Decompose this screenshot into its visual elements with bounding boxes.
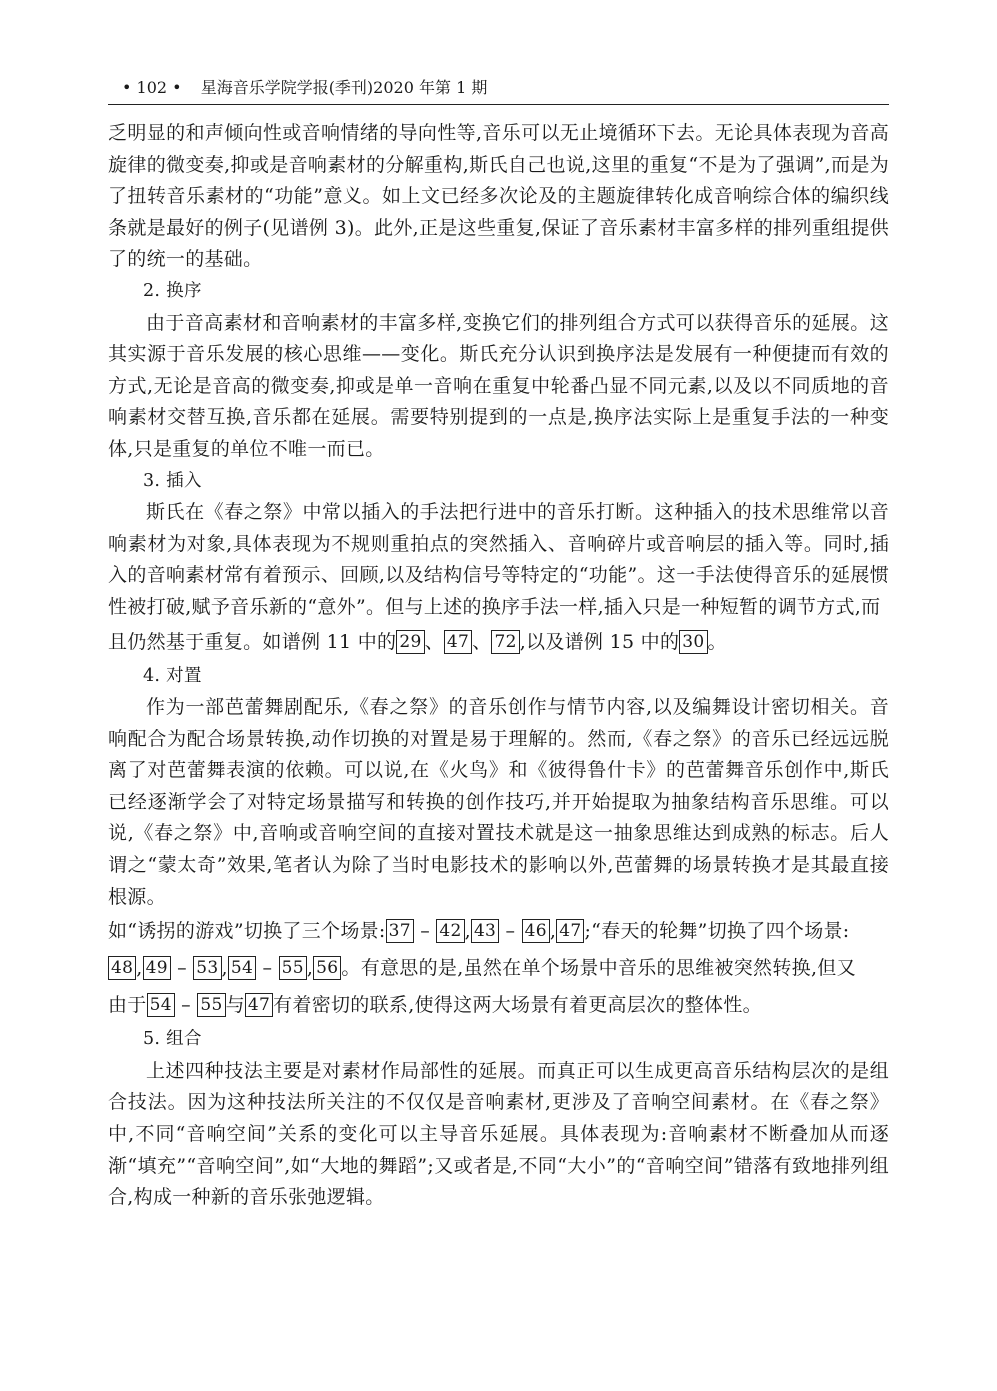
separator: , [221,957,228,980]
dash: – [499,920,522,943]
paragraph-combination: 上述四种技法主要是对素材作局部性的延展。而真正可以生成更高音乐结构层次的是组合技法。因为这种技法所关注的不仅仅是音响素材,更涉及了音响空间素材。在《春之祭》中,不同“音响空间”关系的变化可以主导音乐延展。具体表现为:音响素材不断叠加从而逐渐“填充”“音响空间”,如“大地的舞蹈”;又或者是,不同“大小”的“音响空间”错落有致地排列组合,构成一种新的音乐张弛逻辑。 [108,1059,889,1209]
rehearsal-number-box: 47 [245,993,273,1017]
rehearsal-number-box: 47 [556,919,584,943]
rehearsal-number-box: 48 [108,956,136,980]
rehearsal-number-box: 42 [436,919,464,943]
text-run: 。 [707,630,727,653]
section-heading-insertion: 3. 插入 [143,470,202,491]
separator: , [306,957,314,980]
rehearsal-number-box: 43 [471,919,499,943]
dash: – [174,994,198,1017]
text-run: 由于 [108,994,147,1017]
article-body [108,118,889,1214]
text-run: 。有意思的是,虽然在单个场景中音乐的思维被突然转换,但又 [341,957,856,980]
page-number: • 102 • [122,78,182,97]
section-heading-juxtaposition: 4. 对置 [143,665,202,686]
header-rule [108,104,889,105]
dash: – [413,920,437,943]
paragraph-permutation: 由于音高素材和音响素材的丰富多样,变换它们的排列组合方式可以获得音乐的延展。这其实源于音乐发展的核心思维——变化。斯氏充分认识到换序法是发展有一种便捷而有效的方式,无论是音高的微变奏,抑或是单一音响在重复中轮番凸显不同元素,以及以不同质地的音响素材交替互换,音乐都在延展。需要特别提到的一点是,换序法实际上是重复手法的一种变体,只是重复的单位不唯一而已。 [108,311,889,460]
text-run: 与 [225,994,245,1017]
dash: – [256,957,279,980]
rehearsal-number-box: 46 [522,919,550,943]
rehearsal-number-box: 54 [147,993,175,1017]
rehearsal-number-box: 55 [197,993,225,1017]
separator: 、 [472,630,492,653]
rehearsal-number-box: 56 [313,956,341,980]
paragraph-insertion-tail [108,624,889,661]
separator: , [464,920,471,943]
journal-title: 星海音乐学院学报(季刊)2020 年第 1 期 [200,78,488,97]
section-heading-permutation: 2. 换序 [143,280,202,301]
text-run: ,以及谱例 15 中的 [519,630,680,653]
running-header [108,76,889,100]
rehearsal-number-box: 55 [279,956,307,980]
rehearsal-number-box: 37 [386,919,414,943]
text-run: 且仍然基于重复。如谱例 11 中的 [108,630,397,653]
paragraph-repetition-end: 乏明显的和声倾向性或音响情绪的导向性等,音乐可以无止境循环下去。无论具体表现为音高旋律的微变奏,抑或是音响素材的分解重构,斯氏自己也说,这里的重复“不是为了强调”,而是为了扭转音乐素材的“功能”意义。如上文已经多次论及的主题旋律转化成音响综合体的编织线条就是最好的例子(见谱例 3)。此外,正是这些重复,保证了音乐素材丰富多样的排列重组提供了的统一的基础。 [108,122,889,271]
rehearsal-number-box: 49 [143,956,171,980]
separator: , [549,920,557,943]
text-run: 有着密切的联系,使得这两大场景有着更高层次的整体性。 [273,994,762,1017]
rehearsal-number-box: 53 [193,956,221,980]
rehearsal-number-box: 47 [444,630,472,654]
text-run: ;“春天的轮舞”切换了四个场景: [584,920,850,943]
text-run: 如“诱拐的游戏”切换了三个场景: [108,920,386,943]
section-heading-combination: 5. 组合 [143,1029,202,1050]
separator: , [136,957,143,980]
paragraph-insertion: 斯氏在《春之祭》中常以插入的手法把行进中的音乐打断。这种插入的技术思维常以音响素材为对象,具体表现为不规则重拍点的突然插入、音响碎片或音响层的插入等。同时,插入的音响素材常有着预示、回顾,以及结构信号等特定的“功能”。这一手法使得音乐的延展惯性被打破,赋予音乐新的“意外”。但与上述的换序手法一样,插入只是一种短暂的调节方式,而 [108,501,889,618]
paragraph-juxtaposition: 作为一部芭蕾舞剧配乐,《春之祭》的音乐创作与情节内容,以及编舞设计密切相关。音响配合为配合场景转换,动作切换的对置是易于理解的。然而,《春之祭》的音乐已经远远脱离了对芭蕾舞表演的依赖。可以说,在《火鸟》和《彼得鲁什卡》的芭蕾舞音乐创作中,斯氏已经逐渐学会了对特定场景描写和转换的创作技巧,并开始提取为抽象结构音乐思维。可以说,《春之祭》中,音响或音响空间的直接对置技术就是这一抽象思维达到成熟的标志。后人谓之“蒙太奇”效果,笔者认为除了当时电影技术的影响以外,芭蕾舞的场景转换才是其最直接根源。 [108,696,889,908]
paragraph-juxtaposition-line2 [108,950,889,987]
dash: – [170,957,194,980]
rehearsal-number-box: 29 [396,630,424,654]
paragraph-juxtaposition-line3 [108,987,889,1024]
rehearsal-number-box: 54 [228,956,256,980]
rehearsal-number-box: 72 [491,630,519,654]
separator: 、 [424,630,444,653]
paragraph-juxtaposition-line1 [108,913,889,950]
rehearsal-number-box: 30 [679,630,707,654]
